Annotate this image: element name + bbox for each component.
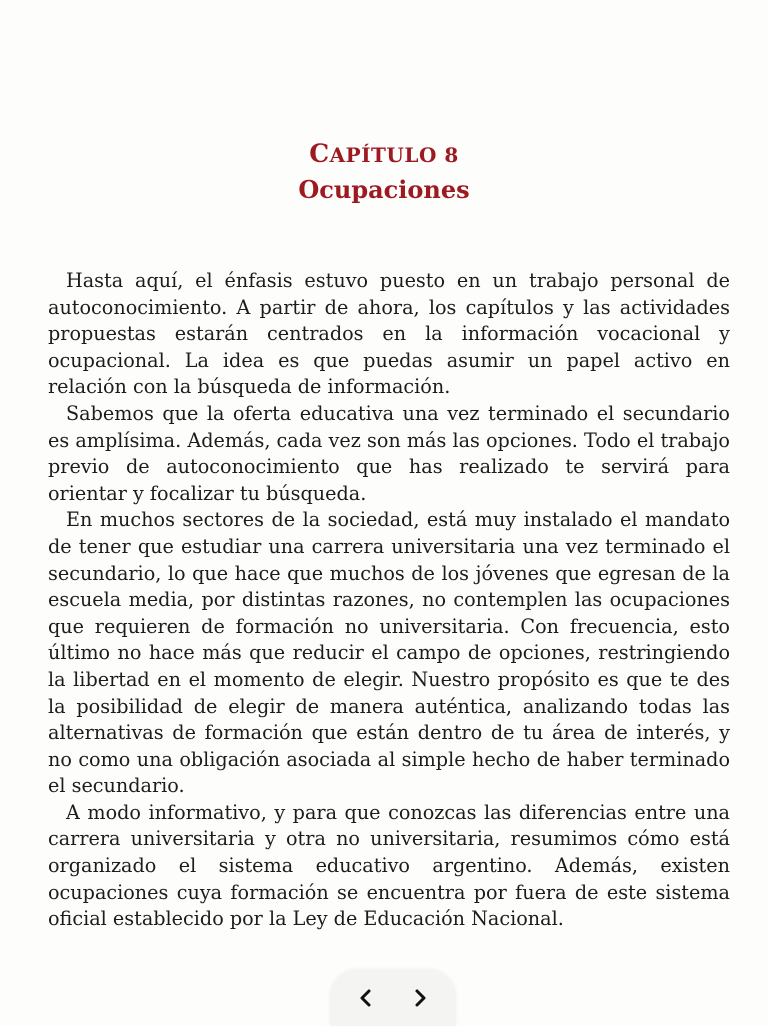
- chapter-title: Ocupaciones: [298, 175, 470, 204]
- next-page-button[interactable]: [406, 984, 434, 1012]
- page-navigation: [330, 970, 456, 1026]
- chapter-heading: [0, 138, 768, 207]
- chevron-left-icon: [352, 984, 380, 1012]
- chapter-label-initial: C: [309, 139, 330, 168]
- chapter-label-rest: APÍTULO 8: [329, 143, 459, 167]
- paragraph-4: A modo informativo, y para que conozcas las diferencias entre una carrera universitaria y otra no universitaria, resumimos cómo está organizado el sistema educativo argentino. Además, existen ocupaciones cuya formación se encuentra por fuera de este sistema oficial establecido por la Ley de Educación Nacional.: [48, 800, 730, 931]
- paragraph-3: En muchos sectores de la sociedad, está muy instalado el mandato de tener que estudiar una carrera universitaria una vez terminado el secundario, lo que hace que muchos de los jóvenes que egresan de la escuela media, por distintas razones, no contemplen las ocupaciones que requieren de formación no universitaria. Con frecuencia, esto último no hace más que reducir el campo de opciones, restringiendo la libertad en el momento de elegir. Nuestro propósito es que te des la posibilidad de elegir de manera auténtica, analizando todas las alternativas de formación que están dentro de tu área de interés, y no como una obligación asociada al simple hecho de haber terminado el secundario.: [48, 508, 730, 798]
- paragraph-1: Hasta aquí, el énfasis estuvo puesto en un trabajo personal de autoconocimiento. A partir de ahora, los capítulos y las actividades propuestas estarán centrados en la información vocacional y ocupacional. La idea es que puedas asumir un papel activo en relación con la búsqueda de información.: [48, 269, 730, 399]
- chapter-label: [0, 138, 768, 171]
- paragraph-2: Sabemos que la oferta educativa una vez terminado el secundario es amplísima. Además, cada vez son más las opciones. Todo el trabajo previo de autoconocimiento que has realizado te servirá para orientar y focalizar tu búsqueda.: [48, 401, 730, 505]
- previous-page-button[interactable]: [352, 984, 380, 1012]
- chevron-right-icon: [406, 984, 434, 1012]
- chapter-body: [48, 268, 730, 933]
